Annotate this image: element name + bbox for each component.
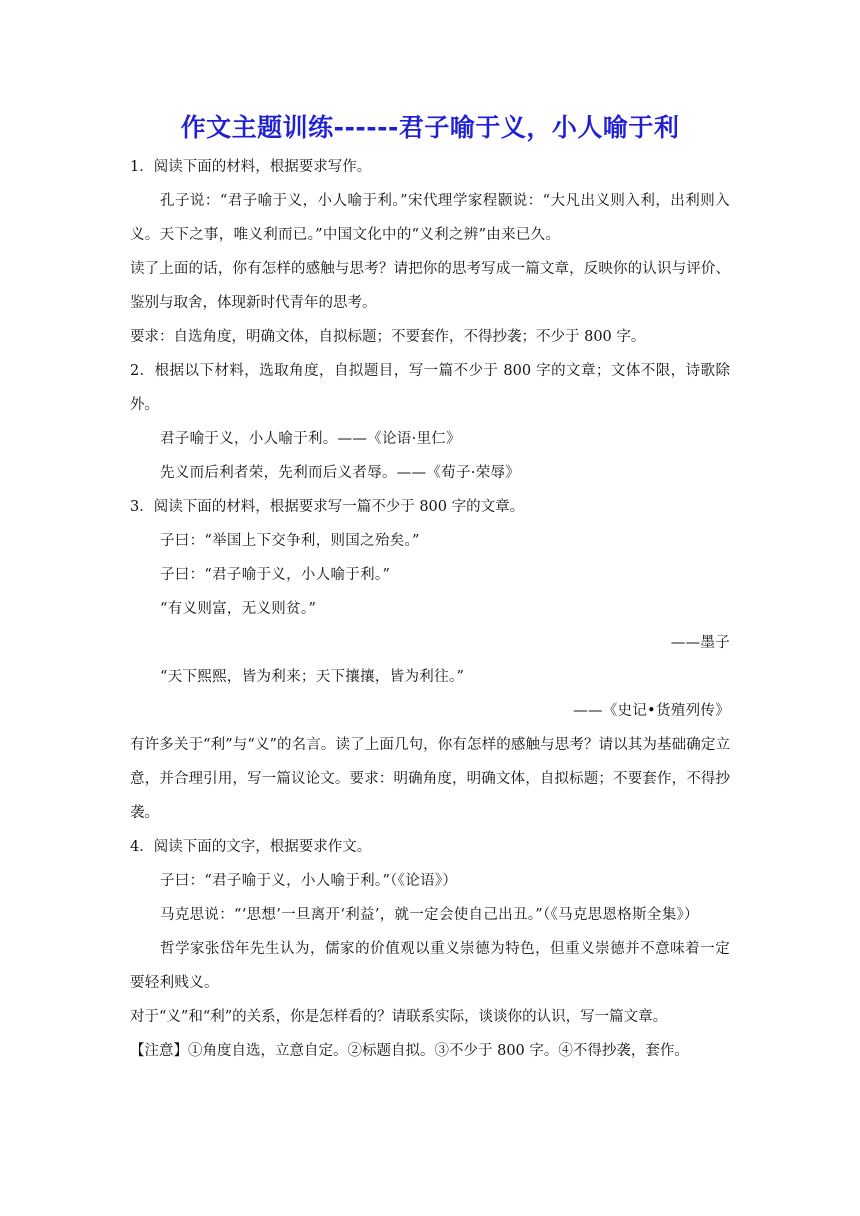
q1-material: 孔子说：“君子喻于义，小人喻于利。”宋代理学家程颢说：“大凡出义则入利，出利则入义。天下之事，唯义利而已。”中国文化中的“义利之辨”由来已久。 (130, 193, 730, 243)
q2-quote-2: 先义而后利者荣，先利而后义者辱。——《荀子·荣辱》 (160, 465, 521, 481)
q4-quote-3: 哲学家张岱年先生认为，儒家的价值观以重义崇德为特色，但重义崇德并不意味着一定要轻利贱义。 (130, 941, 730, 991)
q3-prompt: 有许多关于“利”与“义”的名言。读了上面几句，你有怎样的感触与思考？请以其为基础确定立意，并合理引用，写一篇议论文。要求：明确角度，明确文体，自拟标题；不要套作，不得抄袭。 (130, 737, 730, 821)
document-title: 作文主题训练------君子喻于义，小人喻于利 (180, 113, 680, 142)
q1-intro: 1．阅读下面的材料，根据要求写作。 (130, 159, 372, 175)
q4-intro: 4．阅读下面的文字，根据要求作文。 (130, 839, 372, 855)
document-body (130, 150, 730, 1068)
q3-source-3: ——墨子 (670, 635, 730, 651)
q3-intro: 3．阅读下面的材料，根据要求写一篇不少于 800 字的文章。 (130, 499, 525, 515)
q4-quote-2: 马克思说：“‘思想’一旦离开‘利益’，就一定会使自己出丑。”（《马克思恩格斯全集》） (160, 907, 699, 923)
q4-quote-1: 子曰：“君子喻于义，小人喻于利。”（《论语》） (160, 873, 458, 889)
q3-source-4: ——《史记•货殖列传》 (573, 703, 730, 719)
q4-prompt: 对于“义”和“利”的关系，你是怎样看的？请联系实际，谈谈你的认识，写一篇文章。 (130, 1009, 668, 1025)
q2-quote-1: 君子喻于义，小人喻于利。——《论语·里仁》 (160, 431, 461, 447)
q1-prompt: 读了上面的话，你有怎样的感触与思考？请把你的思考写成一篇文章，反映你的认识与评价、鉴别与取舍，体现新时代青年的思考。 (130, 261, 730, 311)
q3-quote-1: 子曰：“举国上下交争利，则国之殆矣。” (160, 533, 420, 549)
q3-quote-2: 子曰：“君子喻于义，小人喻于利。” (160, 567, 391, 583)
q2-intro: 2．根据以下材料，选取角度，自拟题目，写一篇不少于 800 字的文章；文体不限，诗歌除外。 (130, 363, 730, 413)
q3-quote-4: “天下熙熙，皆为利来；天下攘攘，皆为利往。” (160, 669, 465, 685)
q4-note: 【注意】①角度自选，立意自定。②标题自拟。③不少于 800 字。④不得抄袭，套作。 (130, 1043, 689, 1059)
q1-requirement: 要求：自选角度，明确文体，自拟标题；不要套作，不得抄袭；不少于 800 字。 (130, 329, 646, 345)
q3-quote-3: “有义则富，无义则贫。” (160, 601, 317, 617)
